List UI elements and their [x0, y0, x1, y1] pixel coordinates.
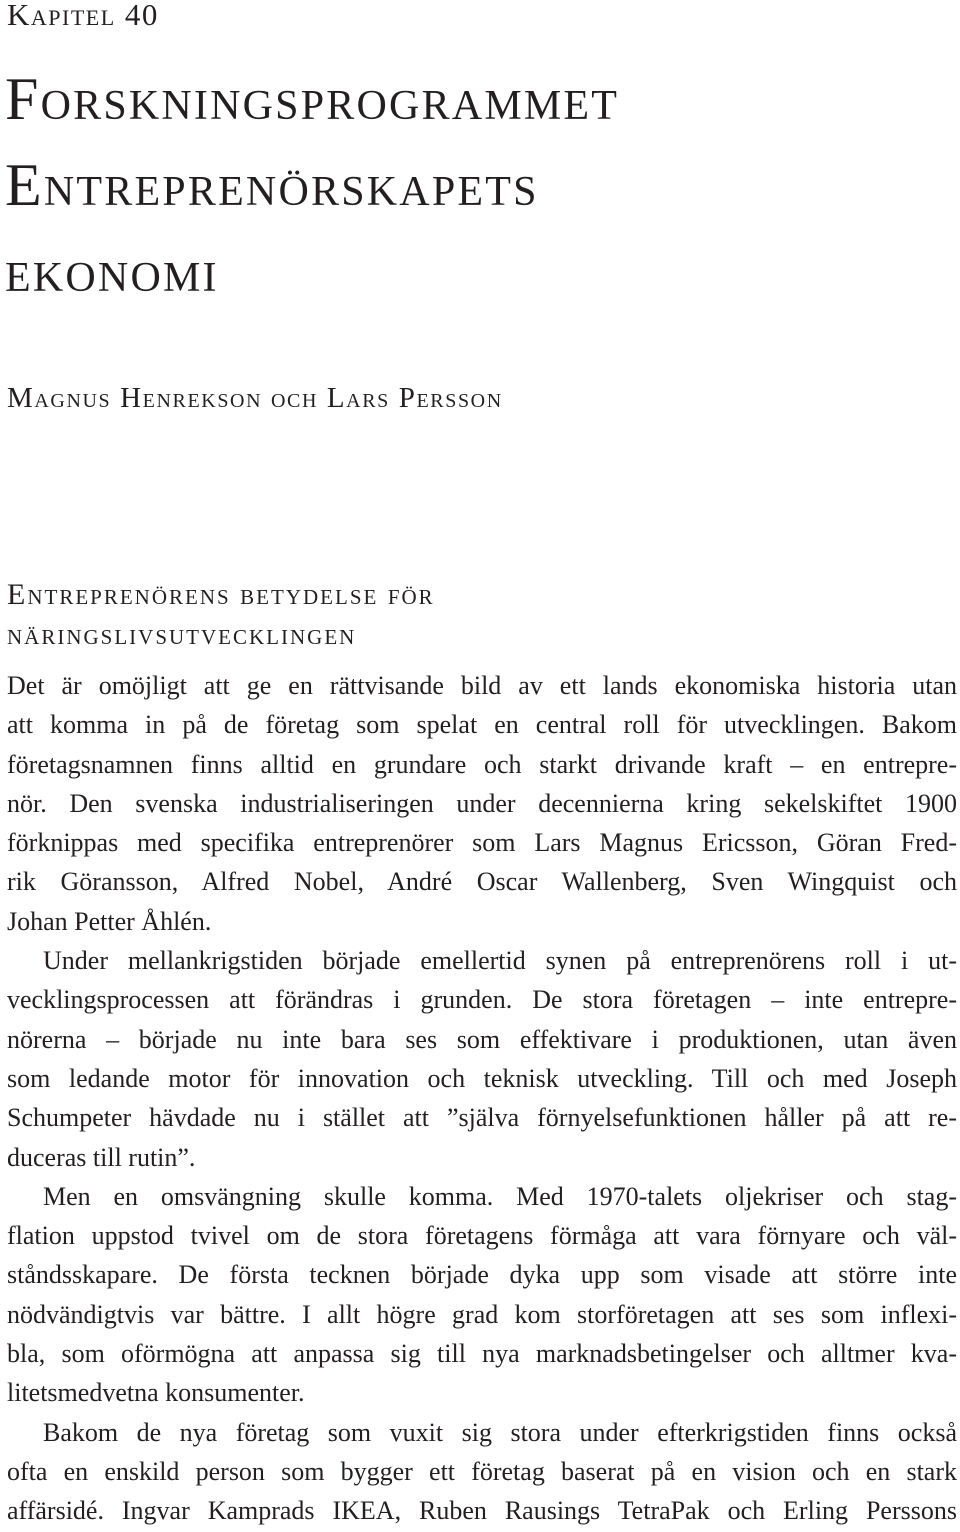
body-line: bla, som oförmögna att anpassa sig till nya marknadsbetingelser och alltmer kva- [7, 1339, 957, 1369]
chapter-label: Kapitel 40 [7, 0, 159, 32]
body-line: flation uppstod tvivel om de stora företagens förmåga att vara förnyare och väl- [7, 1221, 957, 1251]
body-line: nödvändigtvis var bättre. I allt högre grad kom storföretagen att ses som inflexi- [7, 1299, 957, 1329]
body-line: Johan Petter Åhlén. [7, 906, 212, 936]
body-line: Det är omöjligt att ge en rättvisande bild av ett lands ekonomiska historia utan [7, 671, 957, 700]
section-heading [7, 575, 957, 655]
body-line: Schumpeter hävdade nu i stället att ”själva förnyelsefunktionen håller på att re- [7, 1103, 957, 1133]
body-line: nörerna – började nu inte bara ses som effektivare i produktionen, utan även [7, 1024, 957, 1054]
section-heading-line: näringslivsutvecklingen [7, 618, 357, 651]
body-line: som ledande motor för innovation och teknisk utveckling. Till och med Joseph [7, 1063, 957, 1093]
body-line: Men en omsvängning skulle komma. Med 1970-talets oljekriser och stag- [43, 1181, 957, 1211]
chapter-title-line: Entreprenörskapets [5, 152, 539, 218]
body-line: nör. Den svenska industrialiseringen under decennierna kring sekelskiftet 1900 [7, 788, 957, 818]
body-text [7, 666, 957, 1531]
chapter-authors: Magnus Henrekson och Lars Persson [7, 382, 503, 414]
body-line: förknippas med specifika entreprenörer som Lars Magnus Ericsson, Göran Fred- [7, 828, 957, 858]
chapter-title [5, 56, 955, 314]
chapter-title-line: ekonomi [5, 238, 219, 304]
body-line: företagsnamnen finns alltid en grundare och starkt drivande kraft – en entrepre- [7, 749, 957, 779]
chapter-title-line: Forskningsprogrammet [5, 66, 620, 132]
body-line: ofta en enskild person som bygger ett företag baserat på en vision och en stark [7, 1456, 957, 1486]
body-line: Under mellankrigstiden började emellertid synen på entreprenörens roll i ut- [43, 946, 957, 976]
body-line: ståndsskapare. De första tecknen började dyka upp som visade att större inte [7, 1260, 957, 1290]
body-line: affärsidé. Ingvar Kamprads IKEA, Ruben Rausings TetraPak och Erling Perssons [7, 1496, 957, 1526]
body-line: duceras till rutin”. [7, 1142, 196, 1172]
body-line: litetsmedvetna konsumenter. [7, 1378, 305, 1408]
body-line: Bakom de nya företag som vuxit sig stora under efterkrigstiden finns också [43, 1417, 957, 1447]
body-line: att komma in på de företag som spelat en central roll för utvecklingen. Bakom [7, 710, 957, 740]
body-line: vecklingsprocessen att förändras i grunden. De stora företagen – inte entrepre- [7, 985, 957, 1015]
body-line: rik Göransson, Alfred Nobel, André Oscar Wallenberg, Sven Wingquist och [7, 867, 957, 897]
section-heading-line: Entreprenörens betydelse för [7, 578, 435, 611]
